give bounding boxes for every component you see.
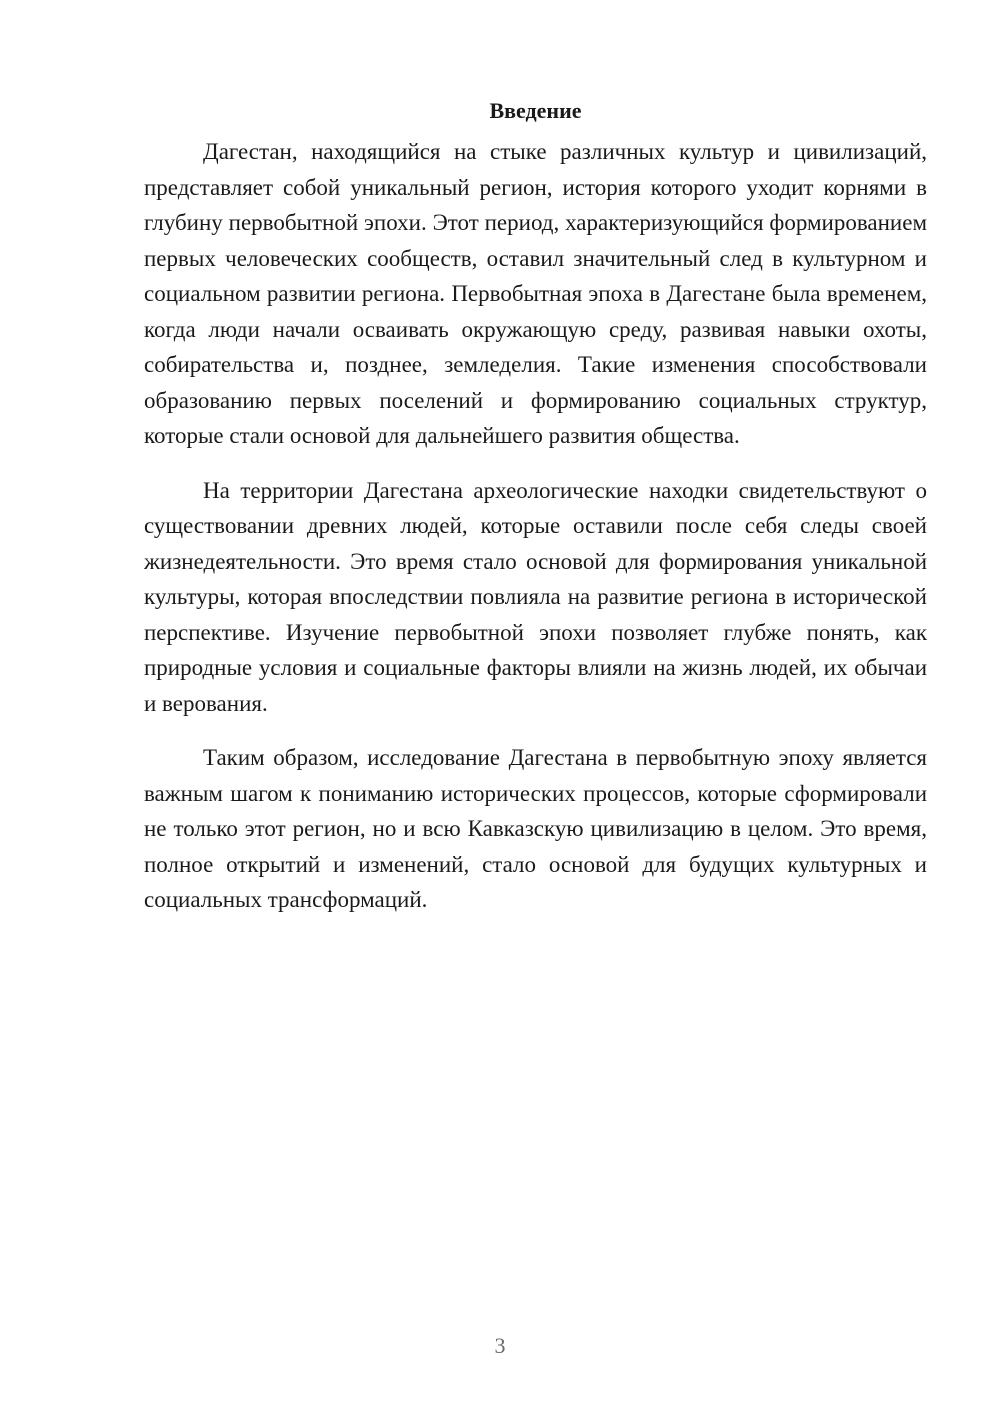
paragraph-2: На территории Дагестана археологические находки свидетельствуют о существовании древних людей, которые оставили после себя следы своей жизнедеятельности. Это время стало основой для формирования уникальной культуры, которая впоследствии повлияла на развитие региона в исторической перспективе. Изучение первобытной эпохи позволяет глубже понять, как природные условия и социальные факторы влияли на жизнь людей, их обычаи и верования. bbox=[144, 477, 927, 716]
section-heading: Введение bbox=[489, 98, 582, 123]
page-number: 3 bbox=[494, 1333, 506, 1358]
page-content bbox=[144, 93, 927, 937]
paragraph-3: Таким образом, исследование Дагестана в первобытную эпоху является важным шагом к пониманию исторических процессов, которые сформировали не только этот регион, но и всю Кавказскую цивилизацию в целом. Это время, полное открытий и изменений, стало основой для будущих культурных и социальных трансформаций. bbox=[144, 745, 927, 912]
paragraph-1: Дагестан, находящийся на стыке различных культур и цивилизаций, представляет собой уникальный регион, история которого уходит корнями в глубину первобытной эпохи. Этот период, характеризующийся формированием первых человеческих сообществ, оставил значительный след в культурном и социальном развитии региона. Первобытная эпоха в Дагестане была временем, когда люди начали осваивать окружающую среду, развивая навыки охоты, собирательства и, позднее, земледелия. Такие изменения способствовали образованию первых поселений и формированию социальных структур, которые стали основой для дальнейшего развития общества. bbox=[144, 139, 927, 448]
